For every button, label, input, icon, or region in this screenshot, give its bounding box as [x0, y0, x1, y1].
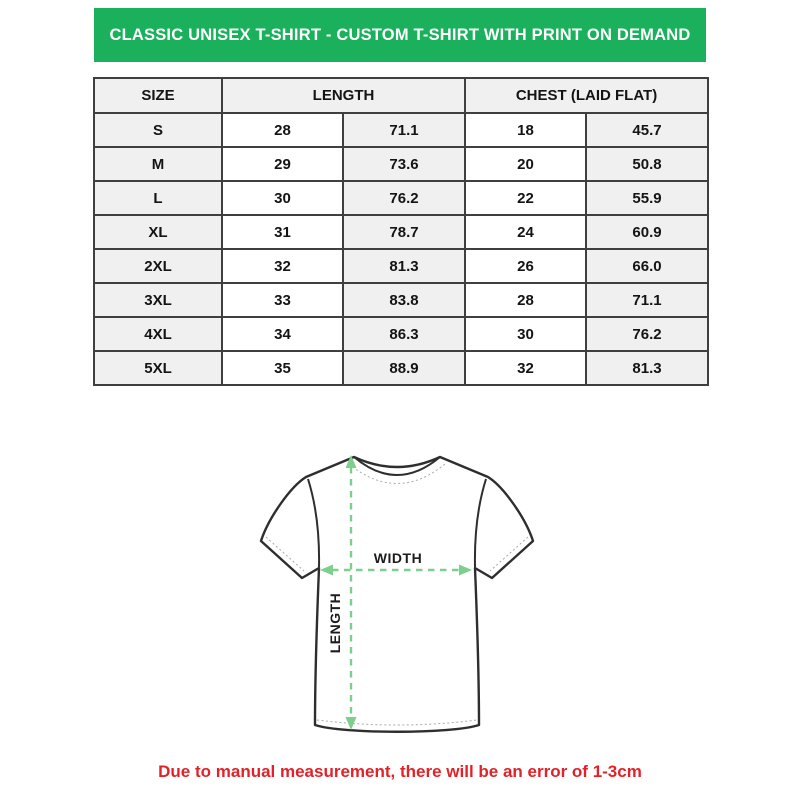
- table-row: [94, 113, 708, 147]
- banner-title: CLASSIC UNISEX T-SHIRT - CUSTOM T-SHIRT WITH PRINT ON DEMAND: [109, 25, 691, 44]
- size-cell: 5XL: [94, 351, 222, 385]
- size-cell: XL: [94, 215, 222, 249]
- chest-in-cell: 20: [465, 147, 586, 181]
- length-in-cell: 28: [222, 113, 343, 147]
- chest-in-cell: 28: [465, 283, 586, 317]
- length-cm-cell: 88.9: [343, 351, 465, 385]
- chest-in-cell: 26: [465, 249, 586, 283]
- chest-cm-cell: 45.7: [586, 113, 708, 147]
- tshirt-outline-shape: [261, 457, 533, 732]
- size-cell: S: [94, 113, 222, 147]
- length-in-cell: 30: [222, 181, 343, 215]
- header-chest: CHEST (LAID FLAT): [465, 78, 708, 113]
- size-cell: 2XL: [94, 249, 222, 283]
- length-cm-cell: 81.3: [343, 249, 465, 283]
- banner: [94, 8, 706, 62]
- size-cell: 4XL: [94, 317, 222, 351]
- measurement-error-note: Due to manual measurement, there will be an error of 1-3cm: [158, 762, 642, 781]
- length-label: LENGTH: [327, 592, 343, 654]
- chest-in-cell: 32: [465, 351, 586, 385]
- table-header-row: [94, 78, 708, 113]
- size-table: [93, 77, 709, 386]
- table-row: [94, 181, 708, 215]
- chest-cm-cell: 60.9: [586, 215, 708, 249]
- size-cell: 3XL: [94, 283, 222, 317]
- size-cell: L: [94, 181, 222, 215]
- header-length: LENGTH: [222, 78, 465, 113]
- length-cm-cell: 71.1: [343, 113, 465, 147]
- length-in-cell: 34: [222, 317, 343, 351]
- length-in-cell: 33: [222, 283, 343, 317]
- chest-in-cell: 30: [465, 317, 586, 351]
- tshirt-measurement-diagram: [252, 437, 542, 737]
- table-row: [94, 283, 708, 317]
- table-row: [94, 351, 708, 385]
- length-cm-cell: 76.2: [343, 181, 465, 215]
- chest-in-cell: 22: [465, 181, 586, 215]
- table-row: [94, 147, 708, 181]
- length-cm-cell: 73.6: [343, 147, 465, 181]
- size-cell: M: [94, 147, 222, 181]
- chest-in-cell: 18: [465, 113, 586, 147]
- chest-cm-cell: 76.2: [586, 317, 708, 351]
- table-row: [94, 317, 708, 351]
- length-cm-cell: 83.8: [343, 283, 465, 317]
- length-cm-cell: 86.3: [343, 317, 465, 351]
- chest-cm-cell: 71.1: [586, 283, 708, 317]
- table-row: [94, 249, 708, 283]
- header-size: SIZE: [94, 78, 222, 113]
- chest-cm-cell: 81.3: [586, 351, 708, 385]
- chest-cm-cell: 66.0: [586, 249, 708, 283]
- length-in-cell: 31: [222, 215, 343, 249]
- length-cm-cell: 78.7: [343, 215, 465, 249]
- chest-cm-cell: 55.9: [586, 181, 708, 215]
- chest-cm-cell: 50.8: [586, 147, 708, 181]
- length-in-cell: 35: [222, 351, 343, 385]
- width-label: WIDTH: [373, 550, 423, 566]
- length-in-cell: 32: [222, 249, 343, 283]
- table-row: [94, 215, 708, 249]
- chest-in-cell: 24: [465, 215, 586, 249]
- length-in-cell: 29: [222, 147, 343, 181]
